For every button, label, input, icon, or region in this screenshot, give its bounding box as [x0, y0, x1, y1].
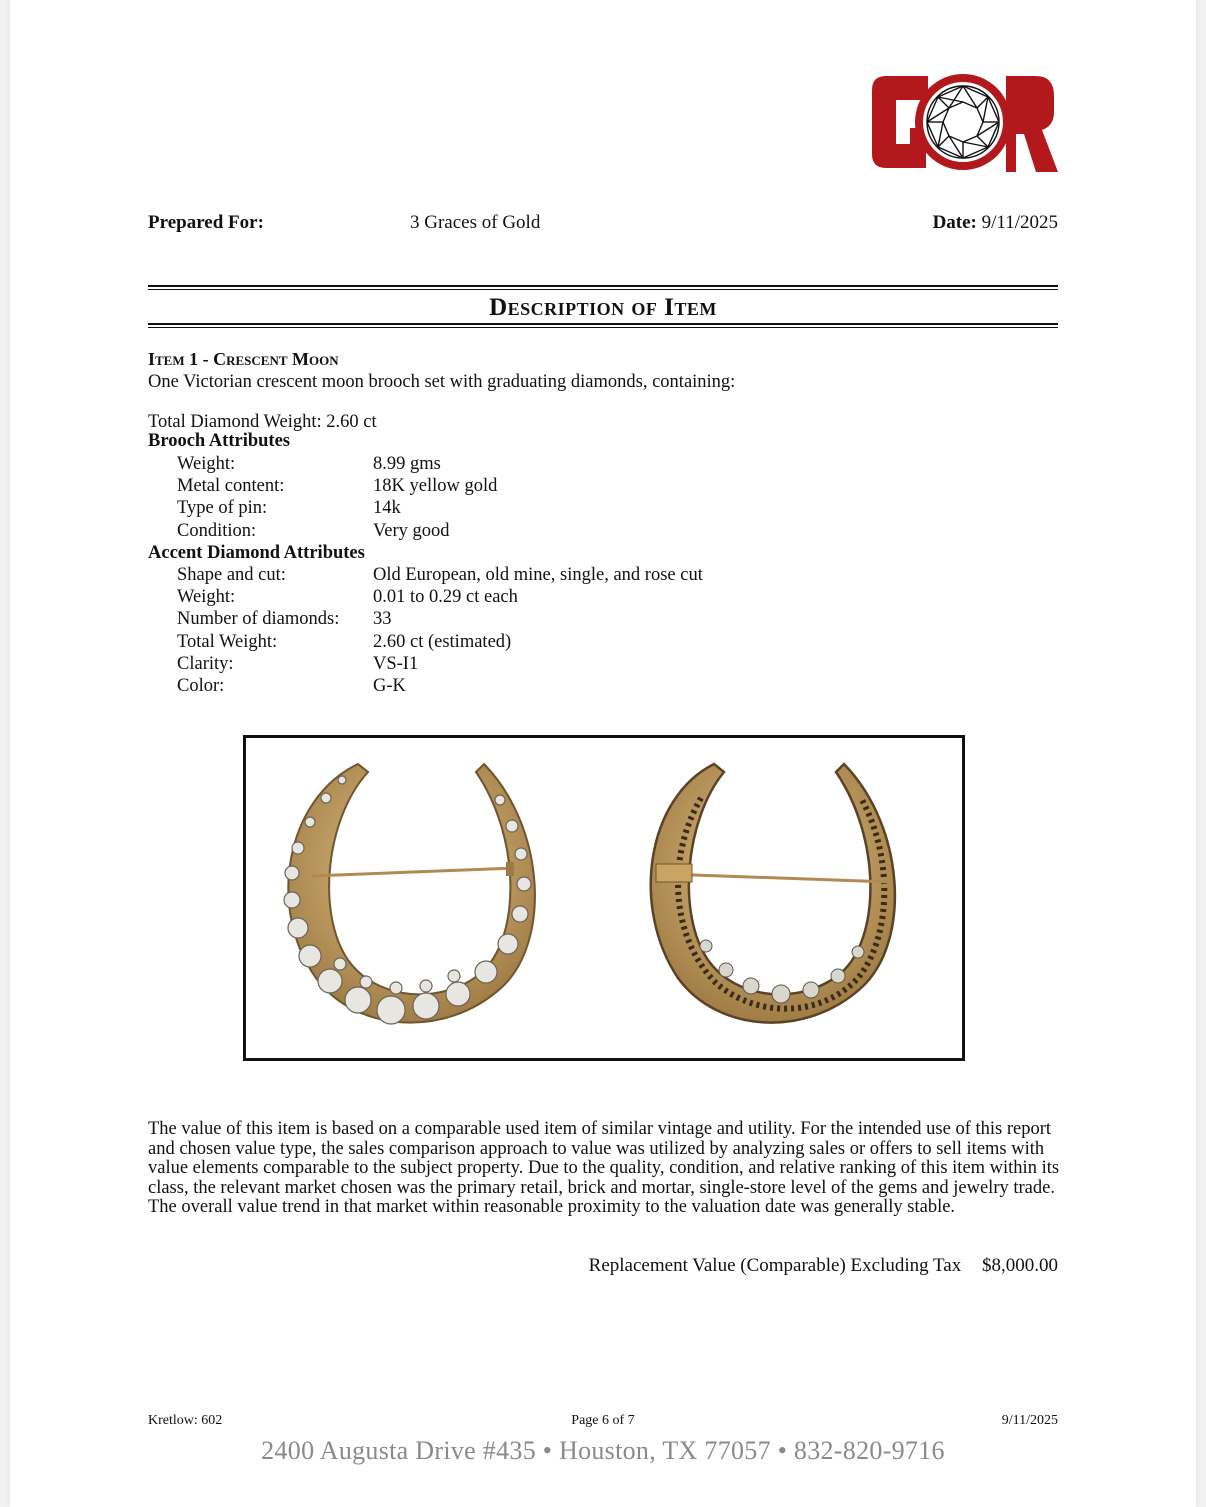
attribute-label: Metal content: — [177, 476, 285, 496]
item-description: One Victorian crescent moon brooch set with graduating diamonds, containing: — [148, 372, 736, 392]
attribute-value: 8.99 gms — [373, 454, 441, 474]
attribute-value: 33 — [373, 609, 392, 629]
attribute-row — [177, 587, 877, 609]
attribute-value: Very good — [373, 521, 450, 541]
brooch-photo — [246, 738, 962, 1058]
attribute-value: 18K yellow gold — [373, 476, 498, 496]
page-number: Page 6 of 7 — [571, 1413, 635, 1428]
item-title: Item 1 - Crescent Moon — [148, 349, 339, 369]
replacement-value — [589, 1255, 1058, 1277]
prepared-for-value: 3 Graces of Gold — [410, 212, 541, 233]
footer-date: 9/11/2025 — [1001, 1413, 1058, 1428]
prepared-for-label: Prepared For: — [148, 212, 264, 233]
date-label: Date: — [932, 212, 977, 233]
attribute-label: Condition: — [177, 521, 257, 541]
date-field — [933, 212, 1058, 234]
footer-reference: Kretlow: 602 — [148, 1413, 223, 1428]
replacement-label: Replacement Value (Comparable) Excluding Tax — [588, 1255, 962, 1276]
attribute-value: Old European, old mine, single, and rose cut — [373, 565, 703, 585]
brooch-attributes-heading: Brooch Attributes — [148, 431, 291, 451]
attribute-value: VS-I1 — [373, 654, 419, 674]
attribute-row — [177, 565, 877, 587]
brooch-front-image — [284, 764, 535, 1024]
company-address: 2400 Augusta Drive #435 • Houston, TX 77057 • 832-820-9716 — [261, 1436, 945, 1465]
brooch-photo-frame — [243, 735, 965, 1061]
attribute-label: Number of diamonds: — [177, 609, 340, 629]
attribute-label: Type of pin: — [177, 498, 268, 518]
accent-diamond-attributes-heading: Accent Diamond Attributes — [148, 543, 365, 563]
attribute-value: 0.01 to 0.29 ct each — [373, 587, 518, 607]
divider — [148, 323, 1058, 325]
attribute-row — [177, 476, 877, 498]
attribute-row — [177, 654, 877, 676]
attribute-row — [177, 521, 877, 543]
brooch-back-image — [651, 764, 895, 1023]
attribute-label: Color: — [177, 676, 225, 696]
attribute-row — [177, 609, 877, 631]
attribute-value: G-K — [373, 676, 406, 696]
total-diamond-weight: Total Diamond Weight: 2.60 ct — [148, 412, 377, 432]
attribute-row — [177, 676, 877, 698]
divider — [148, 285, 1058, 287]
gor-logo — [866, 68, 1060, 176]
attribute-label: Weight: — [177, 454, 236, 474]
attribute-label: Total Weight: — [177, 632, 278, 652]
attribute-row — [177, 454, 877, 476]
attribute-label: Weight: — [177, 587, 236, 607]
divider — [148, 327, 1058, 328]
section-title: Description of Item — [489, 294, 717, 321]
attribute-value: 14k — [373, 498, 401, 518]
attribute-row — [177, 498, 877, 520]
date-value: 9/11/2025 — [981, 212, 1058, 233]
replacement-amount: $8,000.00 — [982, 1255, 1058, 1276]
attribute-label: Clarity: — [177, 654, 234, 674]
attribute-row — [177, 632, 877, 654]
attribute-label: Shape and cut: — [177, 565, 286, 585]
divider — [148, 289, 1058, 290]
attribute-value: 2.60 ct (estimated) — [373, 632, 512, 652]
valuation-paragraph: The value of this item is based on a comparable used item of similar vintage and utility. For the intended use of this report and chosen value type, the sales comparison approach to value was utilized by analyzing sales or offers to sell items with value elements comparable to the subject property. Due to the quality, condition, and relative ranking of this item within its class, the relevant market chosen was the primary retail, brick and mortar, single-store level of the gems and jewelry trade. The overall value trend in that market within reasonable proximity to the valuation date was generally stable. — [148, 1119, 1060, 1217]
